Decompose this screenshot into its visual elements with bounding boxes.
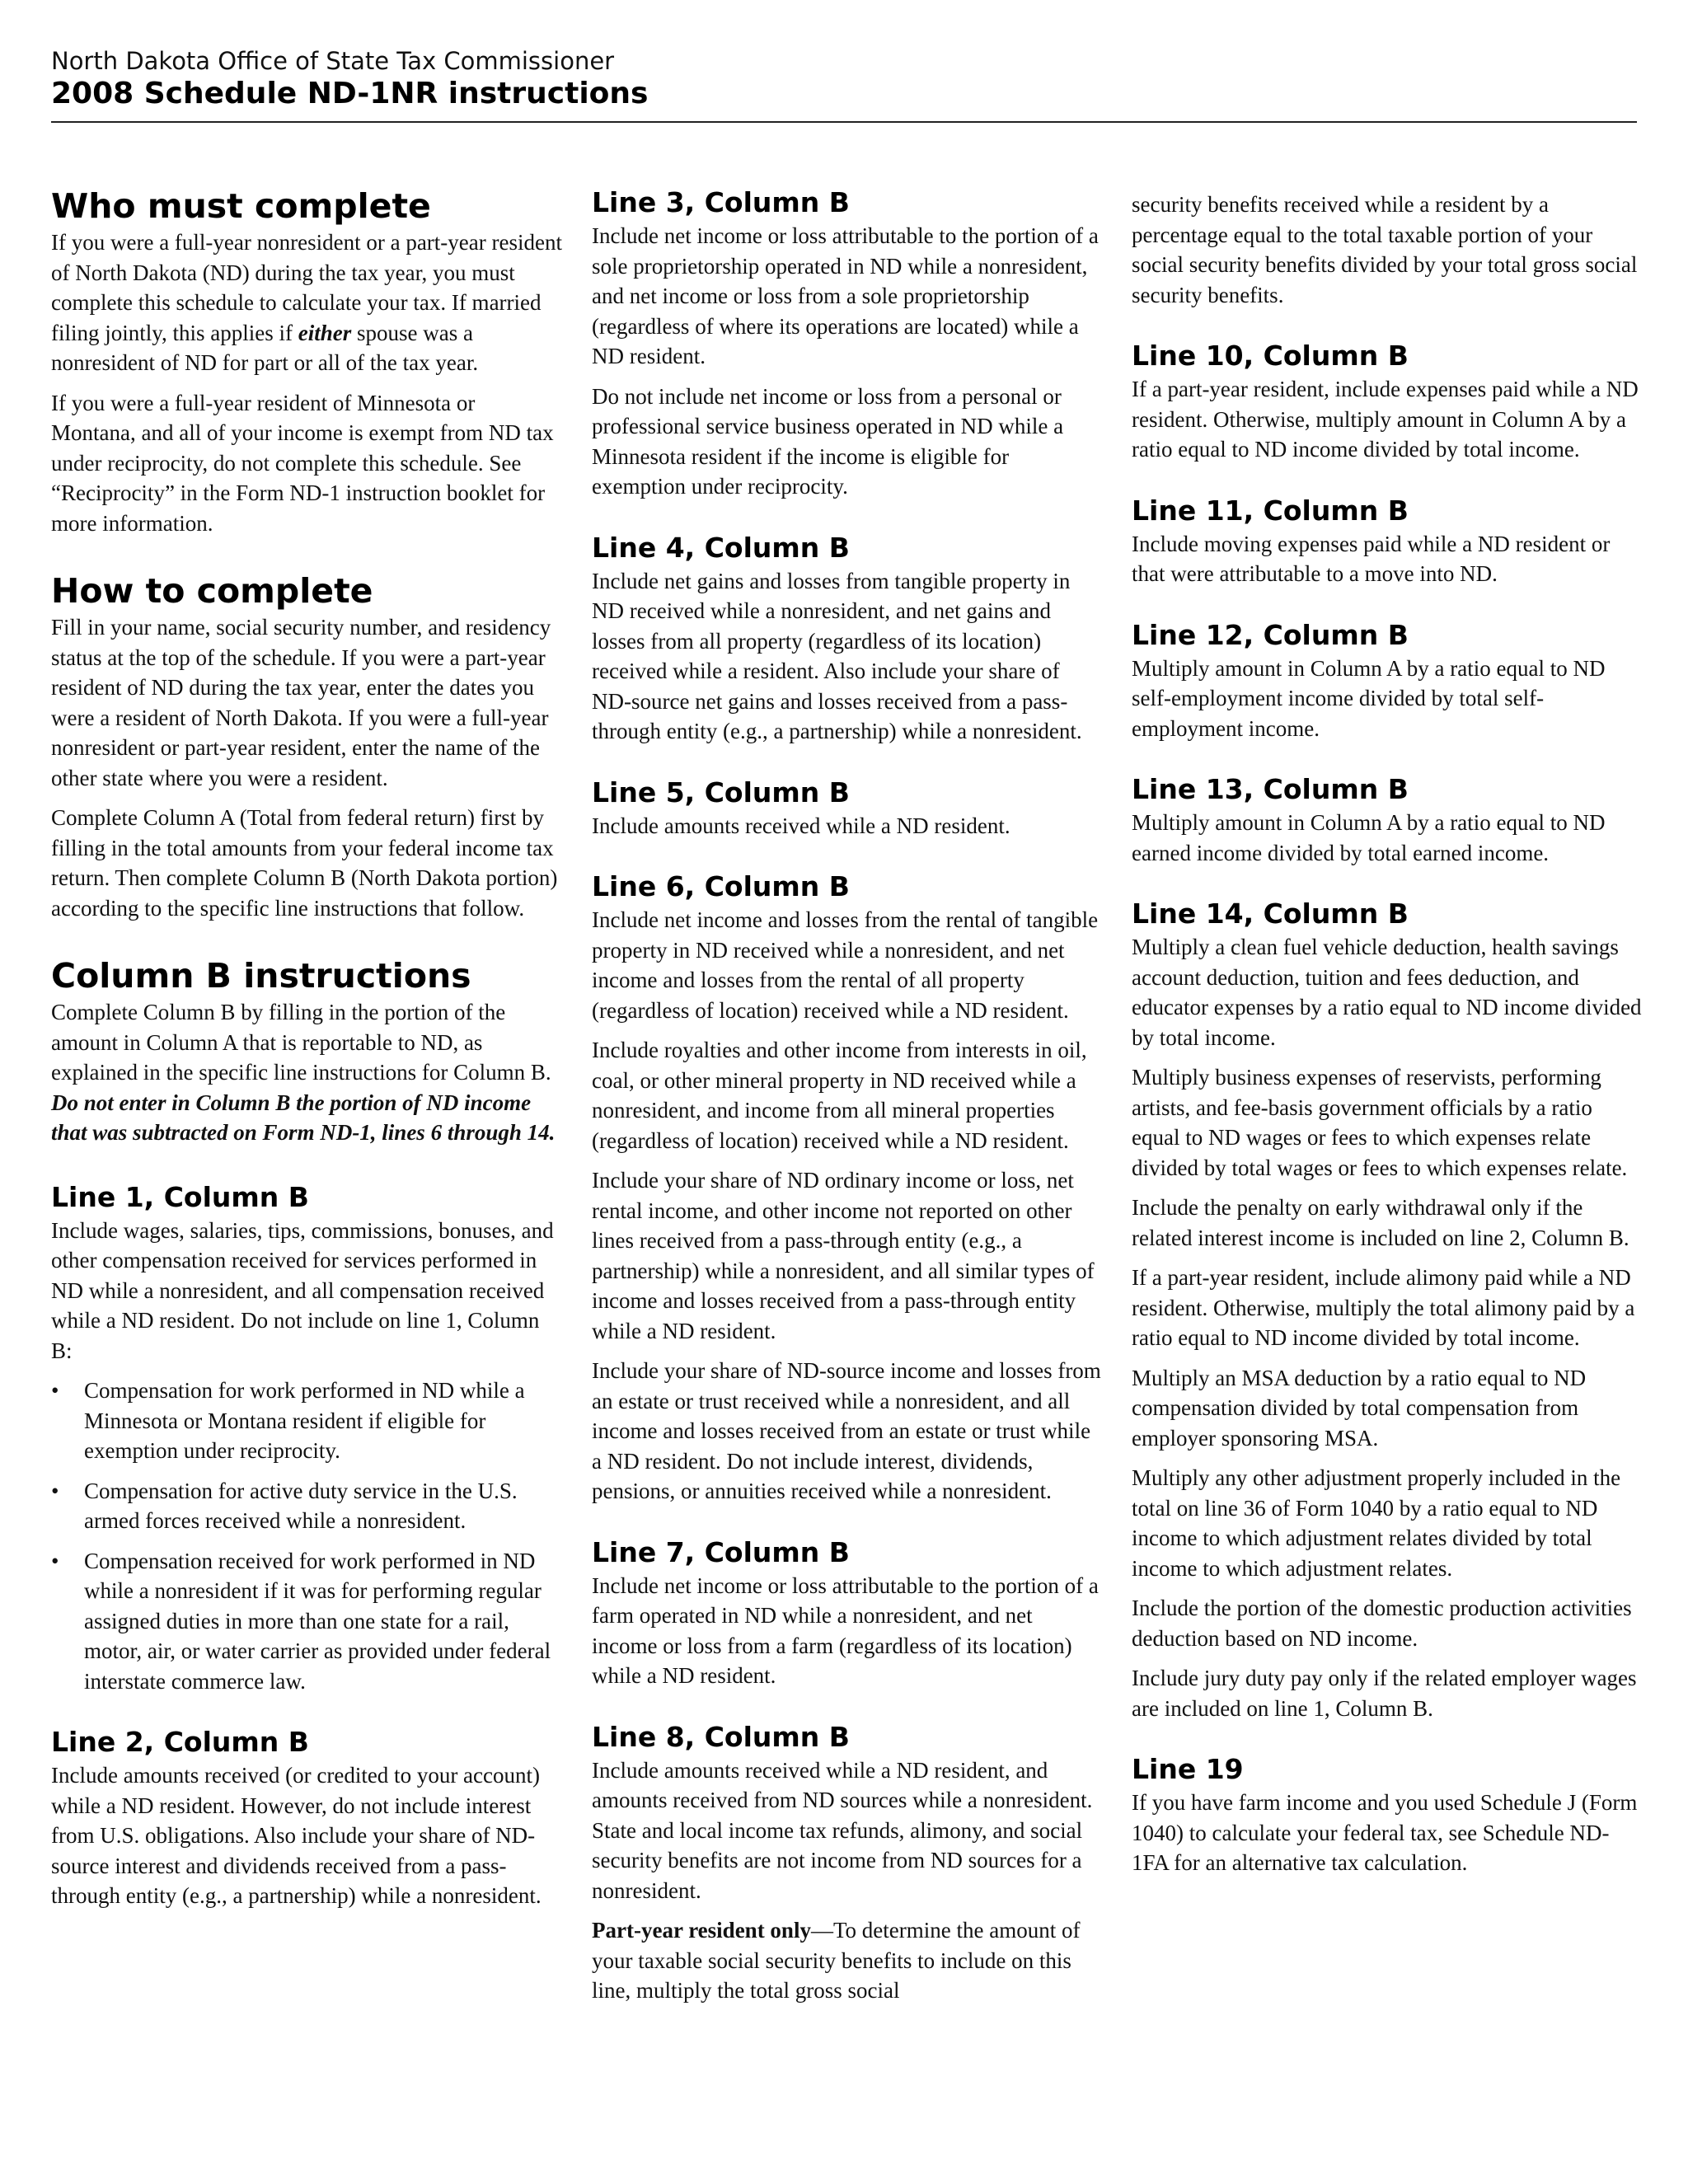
text-run: —To determine the amount of your taxable social security benefits to include on this line, multiply the total gross social [592, 1918, 1081, 2003]
section-line-14 [1132, 898, 1643, 1723]
section-line-3 [592, 186, 1103, 502]
section-line-10 [1132, 340, 1643, 465]
paragraph: Include moving expenses paid while a ND resident or that were attributable to a move into ND. [1132, 531, 1611, 586]
paragraph: Multiply business expenses of reservists, performing artists, and fee-basis government officials by a ratio equal to ND wages or fees to which expenses relate divided by total wages or fees to which expenses relate. [1132, 1065, 1628, 1180]
section-line-6 [592, 870, 1103, 1507]
section-line-1 [51, 1181, 562, 1697]
section-line-4 [592, 532, 1103, 747]
paragraph: Include jury duty pay only if the related employer wages are included on line 1, Column B. [1132, 1666, 1637, 1721]
line-heading: Line 14, Column B [1132, 898, 1409, 930]
paragraph: security benefits received while a resident by a percentage equal to the total taxable portion of your social security benefits divided by your total gross social security benefits. [1132, 192, 1638, 307]
paragraph: Include the penalty on early withdrawal only if the related interest income is included on line 2, Column B. [1132, 1195, 1629, 1250]
paragraph: Multiply any other adjustment properly included in the total on line 36 of Form 1040 by a ratio equal to ND income to which adjustment relates divided by total income to which adjustment relates. [1132, 1465, 1621, 1581]
paragraph: Complete Column A (Total from federal return) first by filling in the total amounts from your federal income tax return. Then complete Column B (North Dakota portion) according to the specific line instructions that follow. [51, 805, 558, 921]
list-item-text: Compensation for work performed in ND while a Minnesota or Montana resident if eligible for exemption under reciprocity. [84, 1378, 525, 1463]
paragraph: Include your share of ND ordinary income or loss, net rental income, and other income not reported on other lines received from a pass-through entity (e.g., a partnership) while a nonresident, and all similar types of income and losses received from a pass-through entity while a ND resident. [592, 1168, 1095, 1343]
column-left [51, 186, 562, 1921]
section-line-5 [592, 776, 1103, 841]
list-item-text: Compensation for active duty service in the U.S. armed forces received while a nonresident. [84, 1478, 518, 1533]
line-heading: Line 1, Column B [51, 1180, 309, 1213]
text-run: Complete Column B by filling in the portion of the amount in Column A that is reportable to ND, as explained in the specific line instructions for Column B. [51, 1000, 551, 1085]
line-heading: Line 8, Column B [592, 1720, 850, 1753]
list-item [51, 1476, 562, 1536]
paragraph: If a part-year resident, include alimony paid while a ND resident. Otherwise, multiply the total alimony paid by a ratio equal to ND income divided by total income. [1132, 1265, 1635, 1350]
paragraph: Include net income or loss attributable to the portion of a farm operated in ND while a nonresident, and net income or loss from a farm (regardless of its location) while a ND resident. [592, 1572, 1099, 1688]
paragraph: Include wages, salaries, tips, commissions, bonuses, and other compensation received for services performed in ND while a nonresident, and all compensation received while a ND resident. Do not include on line 1, Column B: [51, 1217, 554, 1363]
section-heading: Who must complete [51, 186, 431, 226]
paragraph: If you have farm income and you used Schedule J (Form 1040) to calculate your federal tax, see Schedule ND-1FA for an alternative tax calculation. [1132, 1790, 1638, 1875]
paragraph: Include amounts received while a ND resident, and amounts received from ND sources while a nonresident. State and local income tax refunds, alimony, and social security benefits are not income from ND sources for a nonresident. [592, 1757, 1093, 1903]
list-item [51, 1376, 562, 1466]
page-header [51, 46, 1635, 112]
section-line-8 [592, 1721, 1103, 2006]
line-heading: Line 10, Column B [1132, 340, 1409, 372]
section-line-12 [1132, 619, 1643, 744]
warning-text: Do not enter in Column B the portion of ND income that was subtracted on Form ND-1, lines 6 through 14. [51, 1090, 556, 1145]
list-item [51, 1546, 562, 1697]
section-who-must-complete [51, 186, 562, 538]
text-run: spouse was a nonresident of ND for part or all of the tax year. [51, 320, 479, 375]
bullet-list [51, 1376, 562, 1696]
list-item-text: Compensation received for work performed in ND while a nonresident if it was for performing regular assigned duties in more than one state for a rail, motor, air, or water carrier as provided under federal interstate commerce law. [84, 1548, 551, 1694]
column-middle [592, 186, 1103, 2016]
column-right [1132, 190, 1643, 1888]
paragraph [51, 997, 562, 1148]
line-heading: Line 2, Column B [51, 1726, 309, 1758]
paragraph: Fill in your name, social security number, and residency status at the top of the schedule. If you were a part-year resident of ND during the tax year, enter the dates you were a resident of North Dakota. If you were a full-year nonresident or part-year resident, enter the name of the other state where you were a resident. [51, 615, 551, 790]
paragraph: Include royalties and other income from interests in oil, coal, or other mineral property in ND received while a nonresident, and income from all mineral properties (regardless of location) received while a ND resident. [592, 1038, 1087, 1153]
section-line-19 [1132, 1753, 1643, 1878]
paragraph: If a part-year resident, include expenses paid while a ND resident. Otherwise, multiply amount in Column A by a ratio equal to ND income divided by total income. [1132, 377, 1639, 462]
section-column-b-instructions [51, 956, 562, 1148]
line-heading: Line 5, Column B [592, 776, 850, 808]
paragraph: Multiply amount in Column A by a ratio equal to ND self-employment income divided by total self-employment income. [1132, 655, 1606, 741]
line-heading: Line 7, Column B [592, 1535, 850, 1568]
paragraph [51, 227, 562, 378]
section-line-11 [1132, 494, 1643, 589]
agency-name: North Dakota Office of State Tax Commissioner [51, 47, 615, 75]
section-how-to-complete [51, 571, 562, 923]
paragraph: If you were a full-year resident of Minnesota or Montana, and all of your income is exempt from ND tax under reciprocity, do not complete this schedule. See “Reciprocity” in the Form ND-1 instruction booklet for more information. [51, 390, 554, 536]
paragraph: Multiply an MSA deduction by a ratio equal to ND compensation divided by total compensation from employer sponsoring MSA. [1132, 1365, 1587, 1451]
section-heading: Column B instructions [51, 956, 471, 996]
line-heading: Line 12, Column B [1132, 618, 1409, 651]
section-heading: How to complete [51, 571, 373, 611]
paragraph: Include your share of ND-source income and losses from an estate or trust received while a nonresident, and all income and losses received from an estate or trust while a ND resident. Do not include interest, dividends, pensions, or annuities received while a nonresident. [592, 1358, 1101, 1503]
line-heading: Line 3, Column B [592, 186, 850, 218]
section-line-2 [51, 1726, 562, 1911]
paragraph: Include net gains and losses from tangible property in ND received while a nonresident, and net gains and losses from all property (regardless of its location) received while a resident. Also include your share of ND-source net gains and losses received from a pass-through entity (e.g., a partnership) while a nonresident. [592, 568, 1082, 743]
section-line-7 [592, 1536, 1103, 1691]
header-divider [51, 121, 1637, 123]
bullet-icon: • [51, 1478, 59, 1503]
paragraph: Do not include net income or loss from a personal or professional service business operated in ND while a Minnesota resident if the income is eligible for exemption under reciprocity. [592, 383, 1064, 499]
paragraph: Include net income and losses from the rental of tangible property in ND received while a nonresident, and net income and losses from the rental of all property (regardless of location) received while a ND resident. [592, 907, 1099, 1023]
document-title: 2008 Schedule ND-1NR instructions [51, 77, 649, 110]
paragraph: Include amounts received while a ND resident. [592, 813, 1010, 838]
text-run: If you were a full-year nonresident or a part-year resident of North Dakota (ND) during the tax year, you must complete this schedule to calculate your tax. If married filing jointly, this applies if [51, 230, 562, 345]
paragraph: Multiply a clean fuel vehicle deduction, health savings account deduction, tuition and fees deduction, and educator expenses by a ratio equal to ND income divided by total income. [1132, 935, 1642, 1050]
emphasis-text: either [298, 320, 352, 345]
paragraph: Include amounts received (or credited to your account) while a ND resident. However, do not include interest from U.S. obligations. Also include your share of ND-source interest and dividends received from a pass-through entity (e.g., a partnership) while a nonresident. [51, 1763, 542, 1908]
bullet-icon: • [51, 1548, 59, 1573]
line-heading: Line 13, Column B [1132, 773, 1409, 805]
section-line-13 [1132, 773, 1643, 868]
bullet-icon: • [51, 1378, 59, 1403]
paragraph: Include the portion of the domestic production activities deduction based on ND income. [1132, 1596, 1632, 1651]
line-heading: Line 4, Column B [592, 531, 850, 564]
bold-lead-text: Part-year resident only [592, 1918, 811, 1943]
paragraph: Multiply amount in Column A by a ratio equal to ND earned income divided by total earned income. [1132, 810, 1606, 865]
paragraph: Include net income or loss attributable to the portion of a sole proprietorship operated in ND while a nonresident, and net income or loss from a sole proprietorship (regardless of where its operations are located) while a ND resident. [592, 223, 1099, 368]
section-line-8-continued [1132, 190, 1643, 310]
line-heading: Line 19 [1132, 1753, 1244, 1785]
paragraph [592, 1915, 1103, 2006]
line-heading: Line 11, Column B [1132, 494, 1409, 527]
line-heading: Line 6, Column B [592, 870, 850, 902]
